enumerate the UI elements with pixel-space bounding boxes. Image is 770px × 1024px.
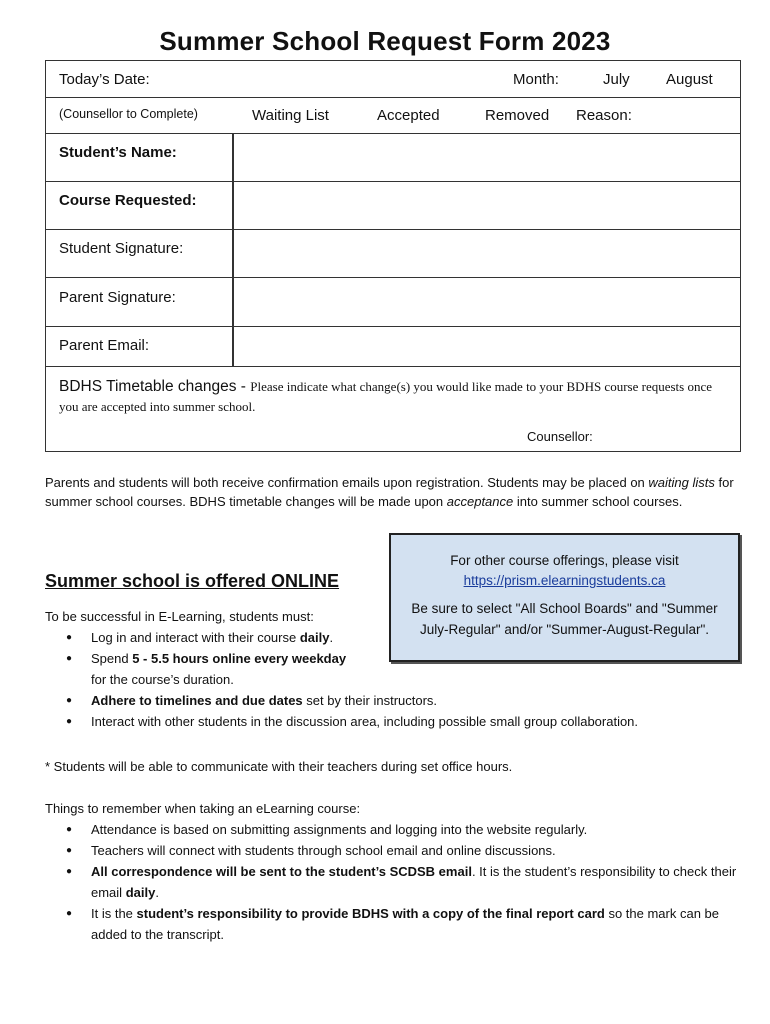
status-accepted[interactable]: Accepted [377, 107, 440, 124]
timetable-changes[interactable] [59, 377, 727, 417]
timetable-heading: BDHS Timetable changes - [59, 378, 251, 395]
online-intro: To be successful in E-Learning, students must: [45, 609, 314, 624]
list-item: ● Spend 5 - 5.5 hours online every weekday for the course’s duration. [45, 648, 745, 690]
notice-text-2: for summer school courses. BDHS timetable changes will be made upon [45, 475, 734, 509]
list-item: ● It is the student’s responsibility to provide BDHS with a copy of the final report card so the mark can be added to the transcript. [45, 903, 745, 945]
office-hours-note: * Students will be able to communicate with their teachers during set office hours. [45, 759, 513, 774]
student-name-row[interactable] [46, 134, 740, 182]
online-bullets [45, 627, 745, 732]
course-requested-row[interactable] [46, 182, 740, 230]
counsellor-complete-label: (Counsellor to Complete) [59, 107, 198, 121]
list-item: ● Interact with other students in the discussion area, including possible small group collaboration. [45, 711, 745, 732]
parent-email-row[interactable] [46, 327, 740, 367]
list-item: ● Adhere to timelines and due dates set by their instructors. [45, 690, 745, 711]
notice-waiting-lists: waiting lists [648, 475, 715, 490]
parent-email-label: Parent Email: [59, 337, 150, 354]
request-form [45, 60, 741, 452]
notice-paragraph [45, 473, 735, 511]
remember-intro: Things to remember when taking an eLearning course: [45, 801, 361, 816]
notice-acceptance: acceptance [446, 494, 514, 509]
parent-signature-row[interactable] [46, 278, 740, 327]
month-option-august[interactable]: August [666, 71, 713, 88]
status-removed[interactable]: Removed [485, 107, 550, 124]
list-item: ● Teachers will connect with students through school email and online discussions. [45, 840, 745, 861]
month-option-july[interactable]: July [603, 71, 630, 88]
student-name-label: Student’s Name: [59, 144, 177, 161]
notice-text-3: into summer school courses. [513, 494, 683, 509]
parent-signature-label: Parent Signature: [59, 289, 176, 306]
notice-text-1: Parents and students will both receive confirmation emails upon registration. Students may be placed on [45, 475, 649, 490]
list-item: ● Attendance is based on submitting assignments and logging into the website regularly. [45, 819, 745, 840]
info-line-2: Be sure to select "All School Boards" and "Summer July-Regular" and/or "Summer-August-Regular". [411, 601, 718, 637]
date-label: Today’s Date: [59, 71, 150, 88]
timetable-text: Please indicate what change(s) you would like made to your BDHS course requests once you are accepted into summer school. [59, 379, 713, 414]
month-label: Month: [513, 71, 559, 88]
remember-bullets [45, 819, 745, 945]
course-requested-label: Course Requested: [59, 192, 197, 209]
student-signature-label: Student Signature: [59, 240, 184, 257]
list-item: ● Log in and interact with their course daily. [45, 627, 745, 648]
column-divider [232, 133, 234, 367]
student-signature-row[interactable] [46, 230, 740, 278]
counsellor-label: Counsellor: [527, 429, 593, 444]
prism-link[interactable]: https://prism.elearningstudents.ca [463, 573, 666, 588]
counsellor-row [46, 98, 740, 134]
info-line-1: For other course offerings, please visit [450, 553, 679, 568]
status-waiting-list[interactable]: Waiting List [252, 107, 329, 124]
date-row [46, 61, 740, 98]
online-heading: Summer school is offered ONLINE [45, 571, 340, 591]
list-item: ● All correspondence will be sent to the student’s SCDSB email. It is the student’s responsibility to check their email daily. [45, 861, 745, 903]
reason-label: Reason: [576, 107, 632, 124]
page-title: Summer School Request Form 2023 [159, 26, 611, 56]
